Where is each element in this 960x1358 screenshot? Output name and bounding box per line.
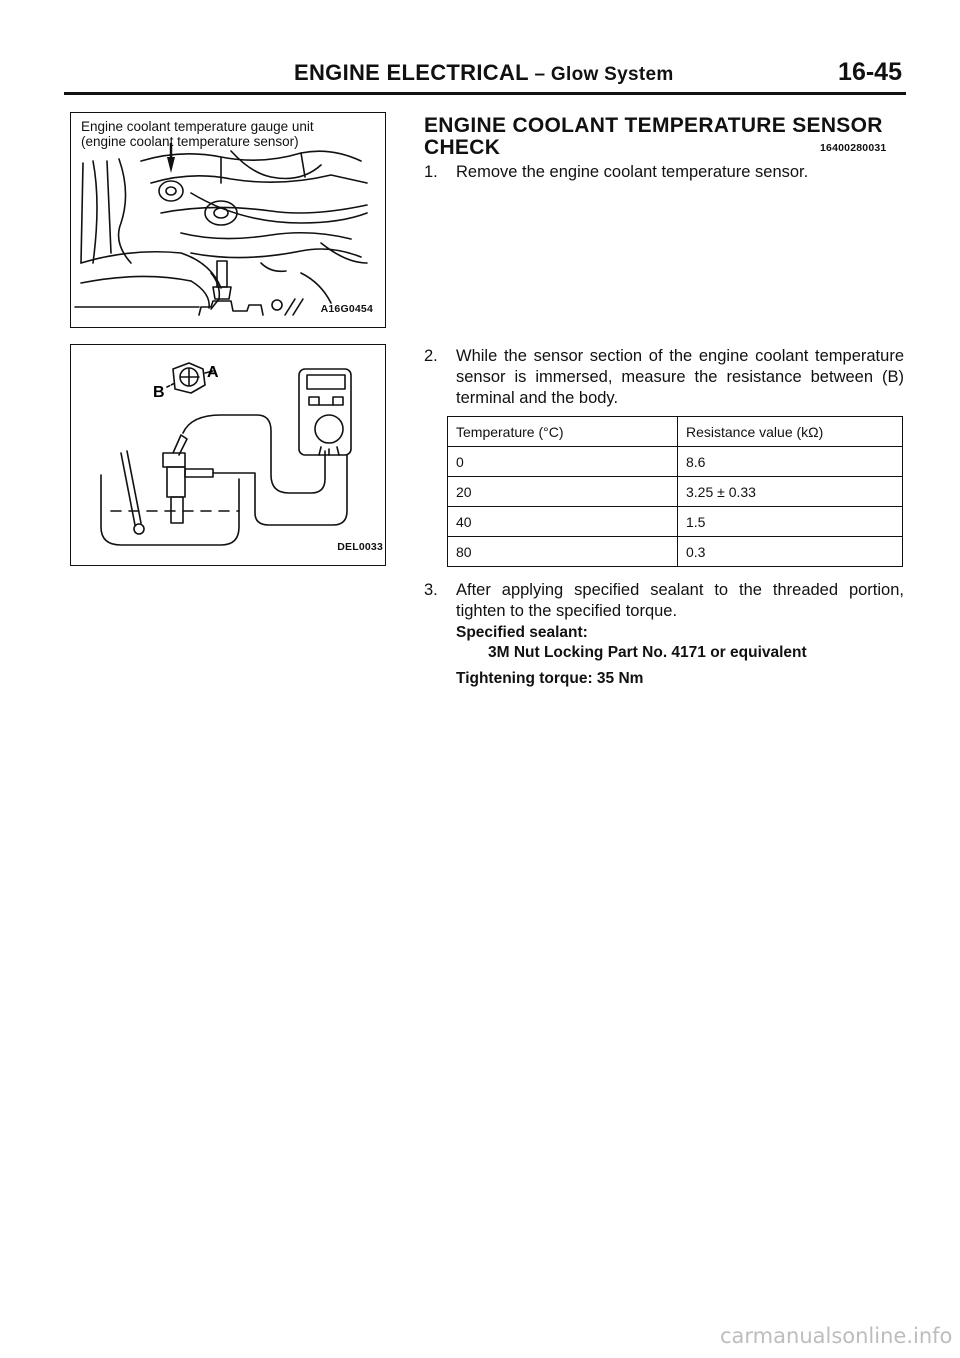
table-cell-resistance: 0.3 bbox=[678, 537, 903, 567]
table-header-temperature: Temperature (°C) bbox=[448, 417, 678, 447]
header-title bbox=[294, 60, 674, 86]
table-cell-temperature: 0 bbox=[448, 447, 678, 477]
table-row bbox=[448, 507, 903, 537]
label-a: A bbox=[207, 364, 219, 381]
step-2 bbox=[424, 346, 904, 409]
sealant-label: Specified sealant: bbox=[456, 624, 588, 641]
table-cell-resistance: 3.25 ± 0.33 bbox=[678, 477, 903, 507]
step-3 bbox=[424, 580, 904, 622]
resistance-table bbox=[447, 416, 903, 567]
header-separator: – bbox=[528, 64, 551, 85]
table-row bbox=[448, 537, 903, 567]
section-title: ENGINE COOLANT TEMPERATURE SENSOR bbox=[424, 114, 883, 137]
step-number: 1. bbox=[424, 163, 438, 181]
step-number: 3. bbox=[424, 581, 438, 599]
step-number: 2. bbox=[424, 347, 438, 365]
figure1-caption bbox=[81, 119, 314, 149]
figure2-code: DEL0033 bbox=[337, 541, 383, 553]
figure1-caption-line2: (engine coolant temperature sensor) bbox=[81, 134, 299, 149]
table-header-resistance: Resistance value (kΩ) bbox=[678, 417, 903, 447]
section-subtitle: CHECK bbox=[424, 136, 501, 159]
table-cell-temperature: 80 bbox=[448, 537, 678, 567]
sealant-value: 3M Nut Locking Part No. 4171 or equivalent bbox=[488, 644, 807, 661]
figure1-code: A16G0454 bbox=[320, 303, 373, 315]
table-row bbox=[448, 477, 903, 507]
header-rule bbox=[64, 92, 906, 95]
table-cell-temperature: 20 bbox=[448, 477, 678, 507]
test-setup-illustration bbox=[71, 345, 387, 567]
torque-spec: Tightening torque: 35 Nm bbox=[456, 670, 644, 687]
step-text: Remove the engine coolant temperature sensor. bbox=[456, 163, 809, 181]
page-number: 16-45 bbox=[838, 58, 902, 86]
section-code: 16400280031 bbox=[820, 142, 887, 154]
step-text: While the sensor section of the engine coolant temperature sensor is immersed, measure the resistance between (B) terminal and the body. bbox=[456, 347, 904, 407]
page-header bbox=[64, 58, 904, 92]
header-subsection: Glow System bbox=[550, 64, 674, 85]
figure1-caption-line1: Engine coolant temperature gauge unit bbox=[81, 119, 314, 134]
step-text: After applying specified sealant to the threaded portion, tighten to the specified torque. bbox=[456, 581, 904, 620]
figure-resistance-test bbox=[70, 344, 386, 566]
table-row bbox=[448, 447, 903, 477]
step-1 bbox=[424, 162, 904, 183]
watermark-text: carmanualsonline.info bbox=[720, 1324, 953, 1348]
table-cell-resistance: 8.6 bbox=[678, 447, 903, 477]
table-cell-resistance: 1.5 bbox=[678, 507, 903, 537]
header-section: ENGINE ELECTRICAL bbox=[294, 60, 529, 85]
table-header-row bbox=[448, 417, 903, 447]
figure-engine-location bbox=[70, 112, 386, 328]
table-cell-temperature: 40 bbox=[448, 507, 678, 537]
label-b: B bbox=[153, 384, 165, 401]
